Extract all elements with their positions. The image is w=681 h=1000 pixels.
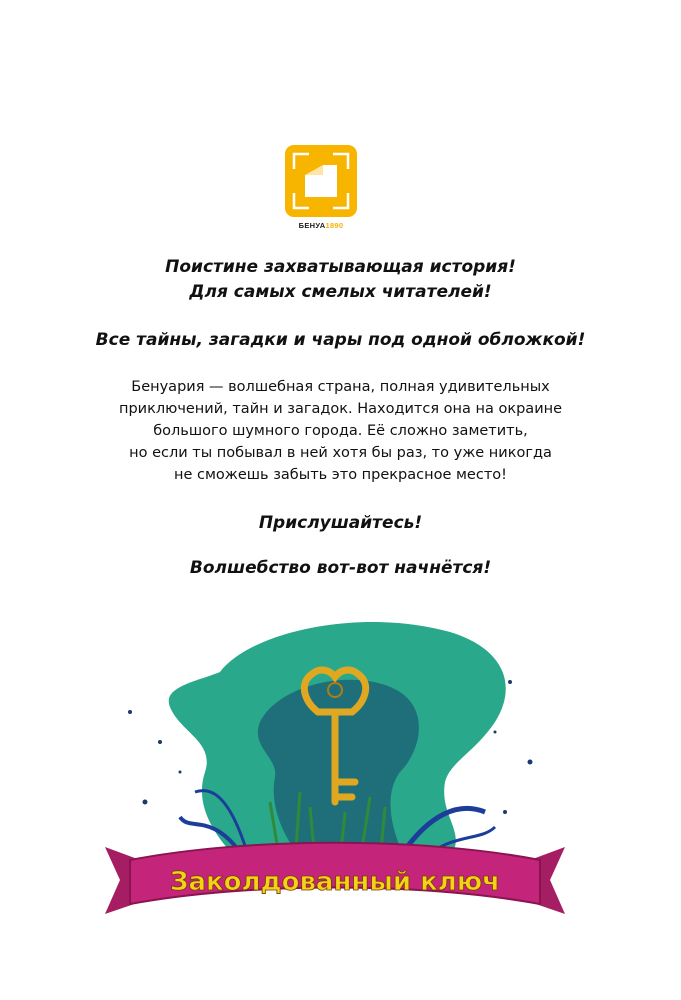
callout-magic: Волшебство вот-вот начнётся! — [189, 558, 492, 578]
description-line: но если ты побывал в ней хотя бы раз, то уже никогда — [129, 445, 552, 461]
callout-listen: Прислушайтесь! — [258, 513, 423, 533]
tagline-line-1: Поистине захватывающая история! — [165, 257, 516, 277]
description-line: приключений, тайн и загадок. Находится она на окраине — [118, 401, 563, 417]
description-line: не сможешь забыть это прекрасное место! — [174, 467, 507, 483]
description-line: Бенуария — волшебная страна, полная удивительных — [131, 379, 550, 395]
illustration-art — [100, 612, 570, 932]
tagline-line-2: Для самых смелых читателей! — [189, 282, 492, 302]
book-corner-logo-icon — [285, 145, 357, 217]
banner-title: Заколдованный ключ — [170, 867, 500, 897]
tagline-line-3: Все тайны, загадки и чары под одной обложкой! — [95, 330, 586, 350]
publisher-brand: БЕНУА — [298, 221, 326, 230]
publisher-logo — [285, 145, 357, 217]
enchanted-key-illustration — [100, 612, 570, 932]
publisher-year: 1890 — [325, 221, 344, 230]
publisher-name — [283, 221, 359, 230]
description-line: большого шумного города. Её сложно заметить, — [153, 423, 528, 439]
tagline-block — [0, 255, 681, 305]
description-paragraph — [0, 376, 681, 486]
